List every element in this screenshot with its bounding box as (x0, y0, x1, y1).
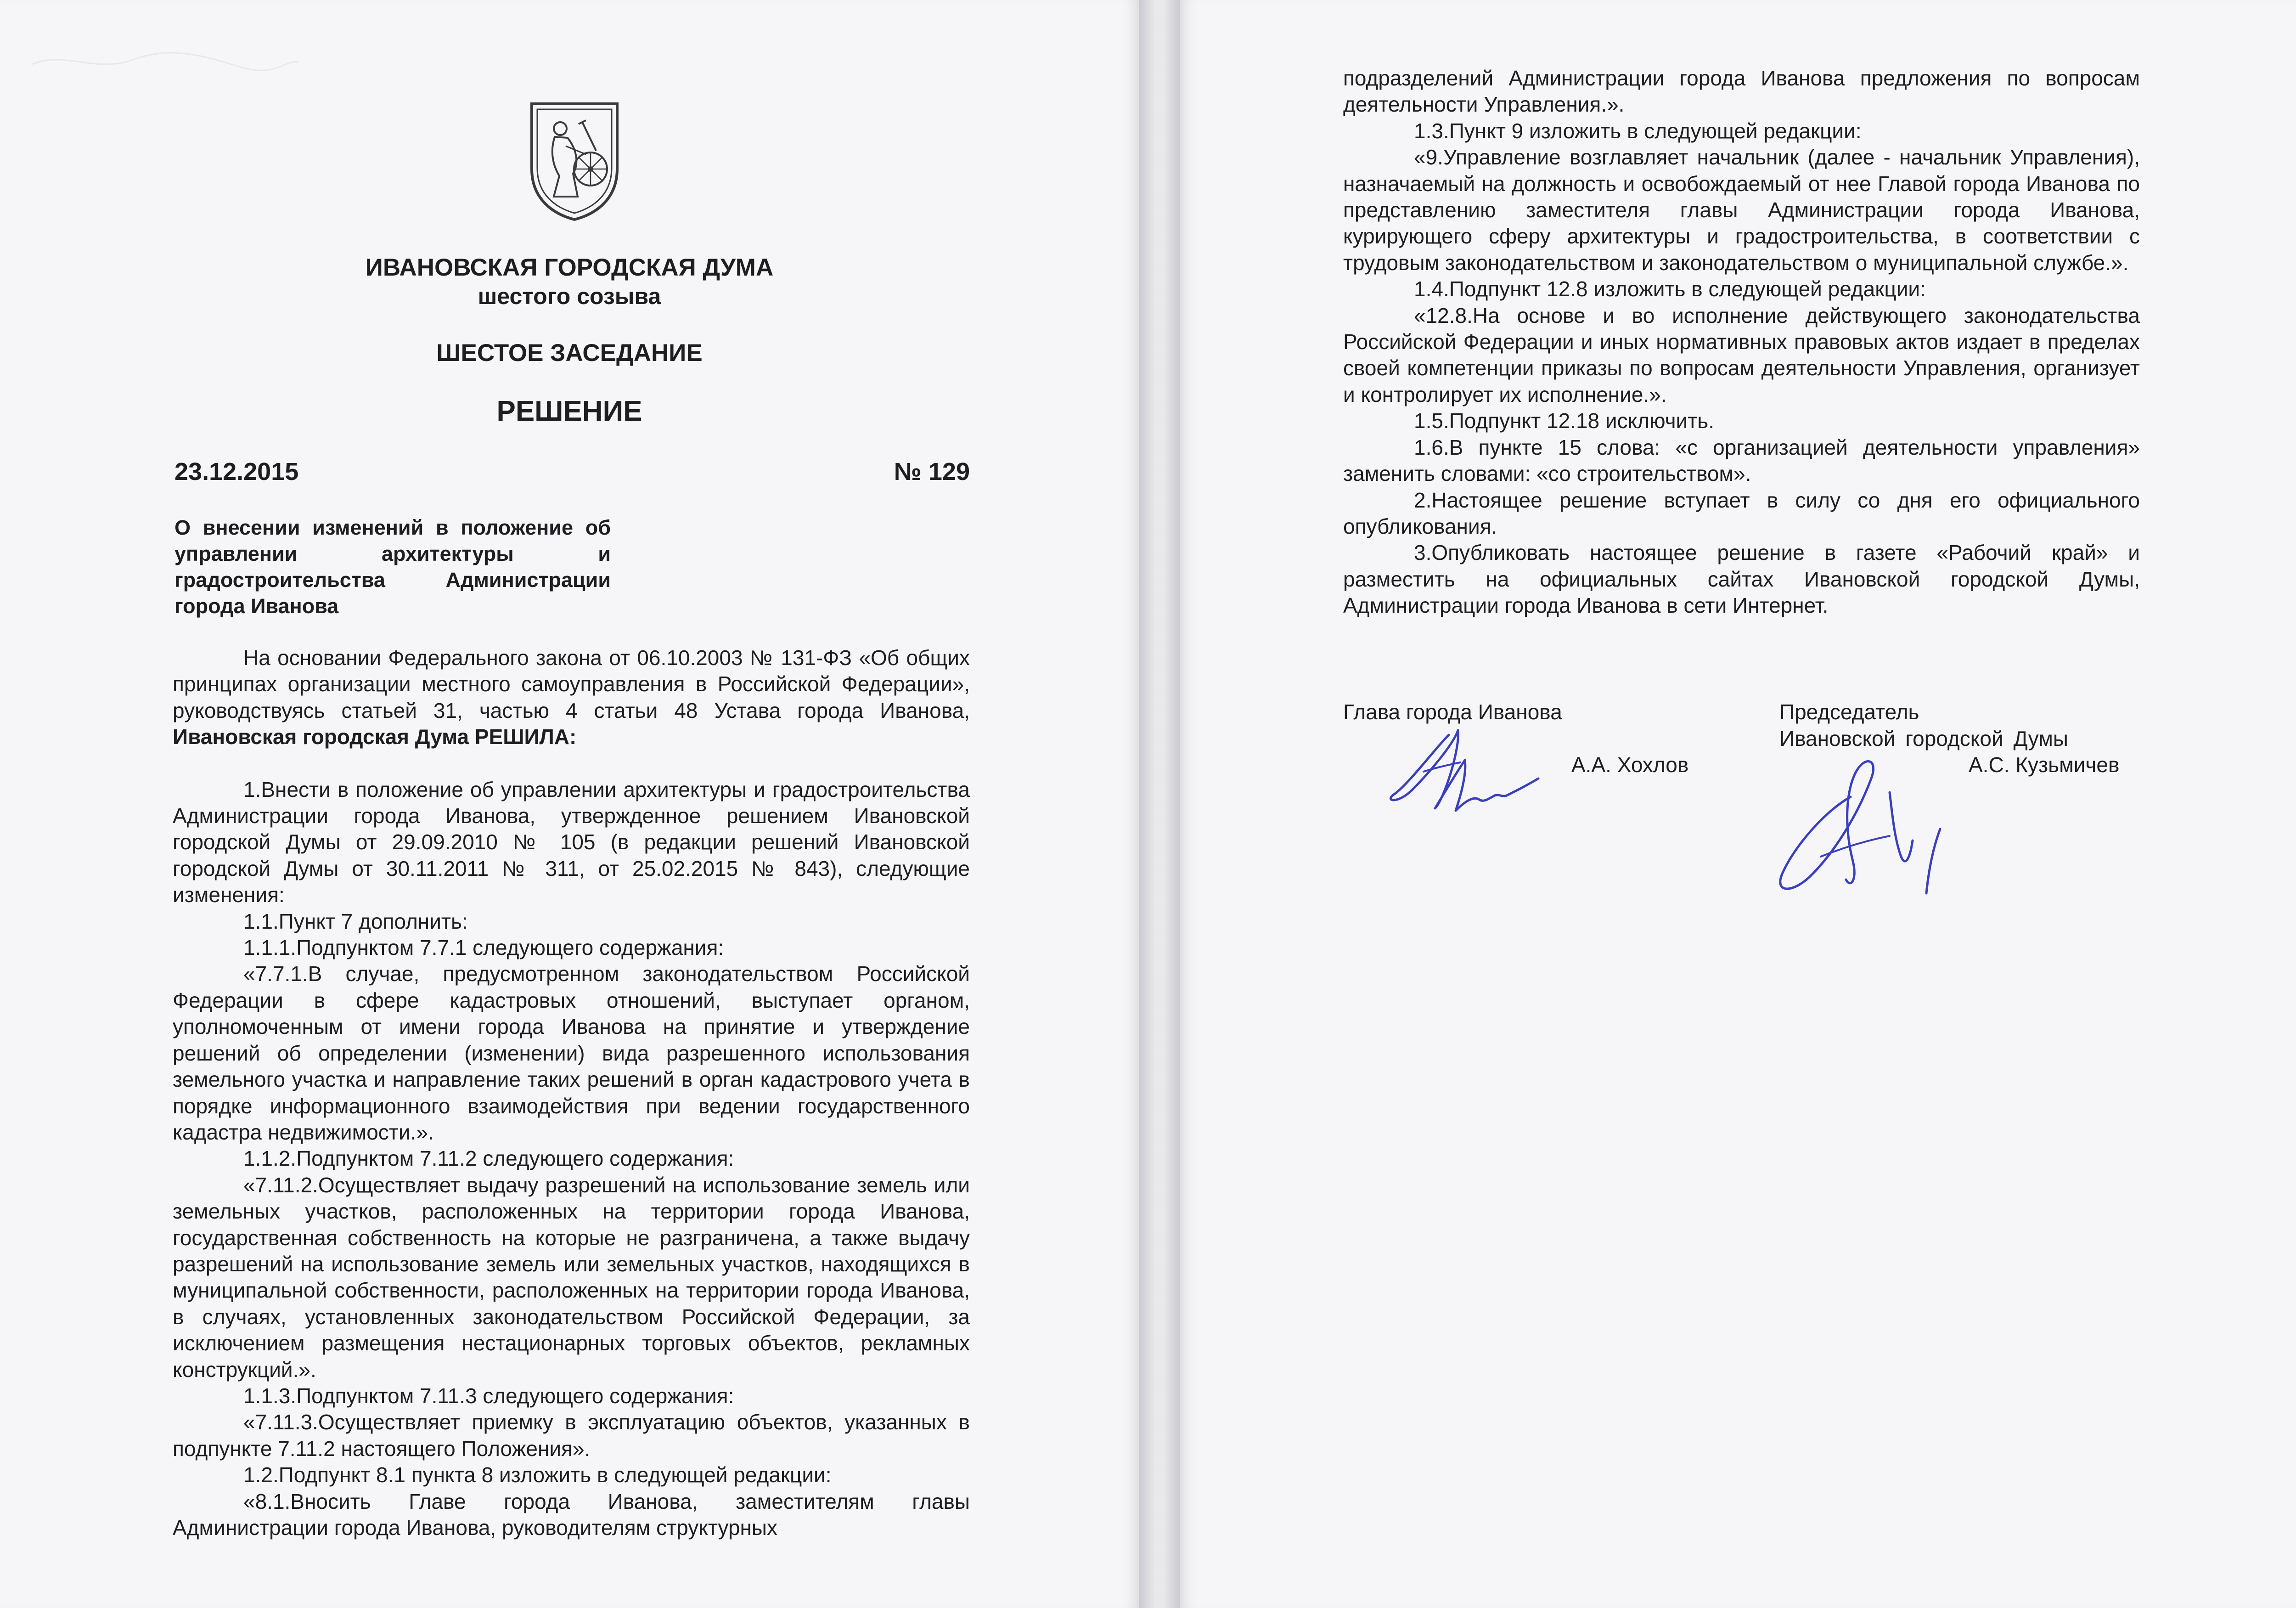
preamble-text: На основании Федерального закона от 06.10.2003 № 131-ФЗ «Об общих принципах организации местного самоуправления в Российской Федерации», руководствуясь статьей 31, частью 4 статьи 48 Устава города Иванова, (173, 646, 970, 722)
paragraph: 1.Внести в положение об управлении архитектуры и градостроительства Администрации города Иванова, утвержденное решением Ивановской городской Думы от 29.09.2010 № 105 (в редакции решений Ивановской городской Думы от 30.11.2011 № 311, от 25.02.2015 № 843), следующие изменения: (173, 777, 970, 907)
scan-smudge (28, 41, 303, 78)
paragraph: «7.11.2.Осуществляет выдачу разрешений на использование земель или земельных участков, расположенных на территории города Иванова, государственная собственность на которые не разграничена, а также выдачу разрешений на использование земель или земельных участков, находящихся в муниципальной собственности, расположенных на территории города Иванова, в случаях, установленных законодательством Российской Федерации, за исключением размещения нестационарных торговых объектов, рекламных конструкций.». (173, 1173, 970, 1382)
paragraph: 1.1.Пункт 7 дополнить: (243, 909, 468, 933)
session-title: ШЕСТОЕ ЗАСЕДАНИЕ (436, 339, 703, 367)
paragraph: 1.1.1.Подпунктом 7.7.1 следующего содержания: (243, 936, 724, 960)
paragraph: 1.1.3.Подпунктом 7.11.3 следующего содержания: (243, 1383, 734, 1408)
paragraph: подразделений Администрации города Иванова предложения по вопросам деятельности Управления.». (1343, 66, 2140, 117)
signature-kuzmichev (1752, 742, 1991, 907)
paragraph: 1.5.Подпункт 12.18 исключить. (1414, 409, 1715, 433)
paragraph: «7.7.1.В случае, предусмотренном законодательством Российской Федерации в сфере кадастровых отношений, выступает органом, уполномоченным от имени города Иванова на принятие и утверждение решений об определении (изменении) вида разрешенного использования земельного участка и направление таких решений в орган кадастрового учета в порядке информационного взаимодействия при ведении государственного кадастра недвижимости.». (173, 962, 970, 1144)
signer-chair-organization: Ивановской городской Думы (1779, 727, 2068, 750)
signer-chair-name: А.С. Кузьмичев (1969, 753, 2120, 777)
signer-head-title: Глава города Иванова (1343, 700, 1562, 724)
paragraph: 3.Опубликовать настоящее решение в газете «Рабочий край» и разместить на официальных сайтах Ивановской городской Думы, Администрации города Иванова в сети Интернет. (1343, 541, 2140, 618)
paragraph: «7.11.3.Осуществляет приемку в эксплуатацию объектов, указанных в подпункте 7.11.2 настоящего Положения». (173, 1410, 970, 1461)
paragraph: «12.8.На основе и во исполнение действующего законодательства Российской Федерации и иных нормативных правовых актов издает в пределах своей компетенции приказы по вопросам деятельности Управления, организует и контролирует их исполнение.». (1343, 303, 2140, 406)
paragraph: 1.1.2.Подпунктом 7.11.2 следующего содержания: (243, 1146, 734, 1171)
paragraph: «9.Управление возглавляет начальник (далее - начальник Управления), назначаемый на должность и освобождаемый от нее Главой города Иванова по представлению заместителя главы Администрации города Иванова, курирующего сферу архитектуры и градостроительства, в соответствии с трудовым законодательством и законодательством о муниципальной службе.». (1343, 145, 2140, 275)
paragraph: 1.3.Пункт 9 изложить в следующей редакции: (1414, 118, 1862, 143)
signer-chair-title: Председатель (1779, 700, 1919, 724)
ivanovo-coat-of-arms-icon (527, 100, 622, 222)
page-left (0, 0, 1139, 1608)
convocation-subtitle: шестого созыва (478, 283, 661, 309)
decision-title: РЕШЕНИЕ (496, 395, 642, 427)
paragraph: «8.1.Вносить Главе города Иванова, заместителям главы Администрации города Иванова, руководителям структурных (173, 1489, 970, 1540)
left-body-text (173, 645, 970, 1541)
preamble-resolution: Ивановская городская Дума РЕШИЛА: (173, 725, 577, 749)
preamble (173, 645, 970, 750)
duma-title: ИВАНОВСКАЯ ГОРОДСКАЯ ДУМА (365, 254, 774, 281)
decision-number: № 129 (894, 458, 970, 485)
right-body-text (1343, 65, 2140, 619)
signature-khokhlov (1380, 717, 1554, 836)
signer-head-name: А.А. Хохлов (1571, 753, 1689, 777)
paragraph: 1.4.Подпункт 12.8 изложить в следующей редакции: (1414, 277, 1926, 301)
paragraph: 1.2.Подпункт 8.1 пункта 8 изложить в следующей редакции: (243, 1463, 832, 1487)
page-right (1180, 0, 2296, 1608)
decision-subject: О внесении изменений в положение об управлении архитектуры и градостроительства Администрации города Иванова (174, 516, 611, 618)
page-gutter (1139, 0, 1180, 1608)
paragraph: 1.6.В пункте 15 слова: «с организацией деятельности управления» заменить словами: «со строительством». (1343, 435, 2140, 486)
paragraph: 2.Настоящее решение вступает в силу со дня его официального опубликования. (1343, 488, 2140, 538)
decision-date: 23.12.2015 (174, 458, 299, 485)
